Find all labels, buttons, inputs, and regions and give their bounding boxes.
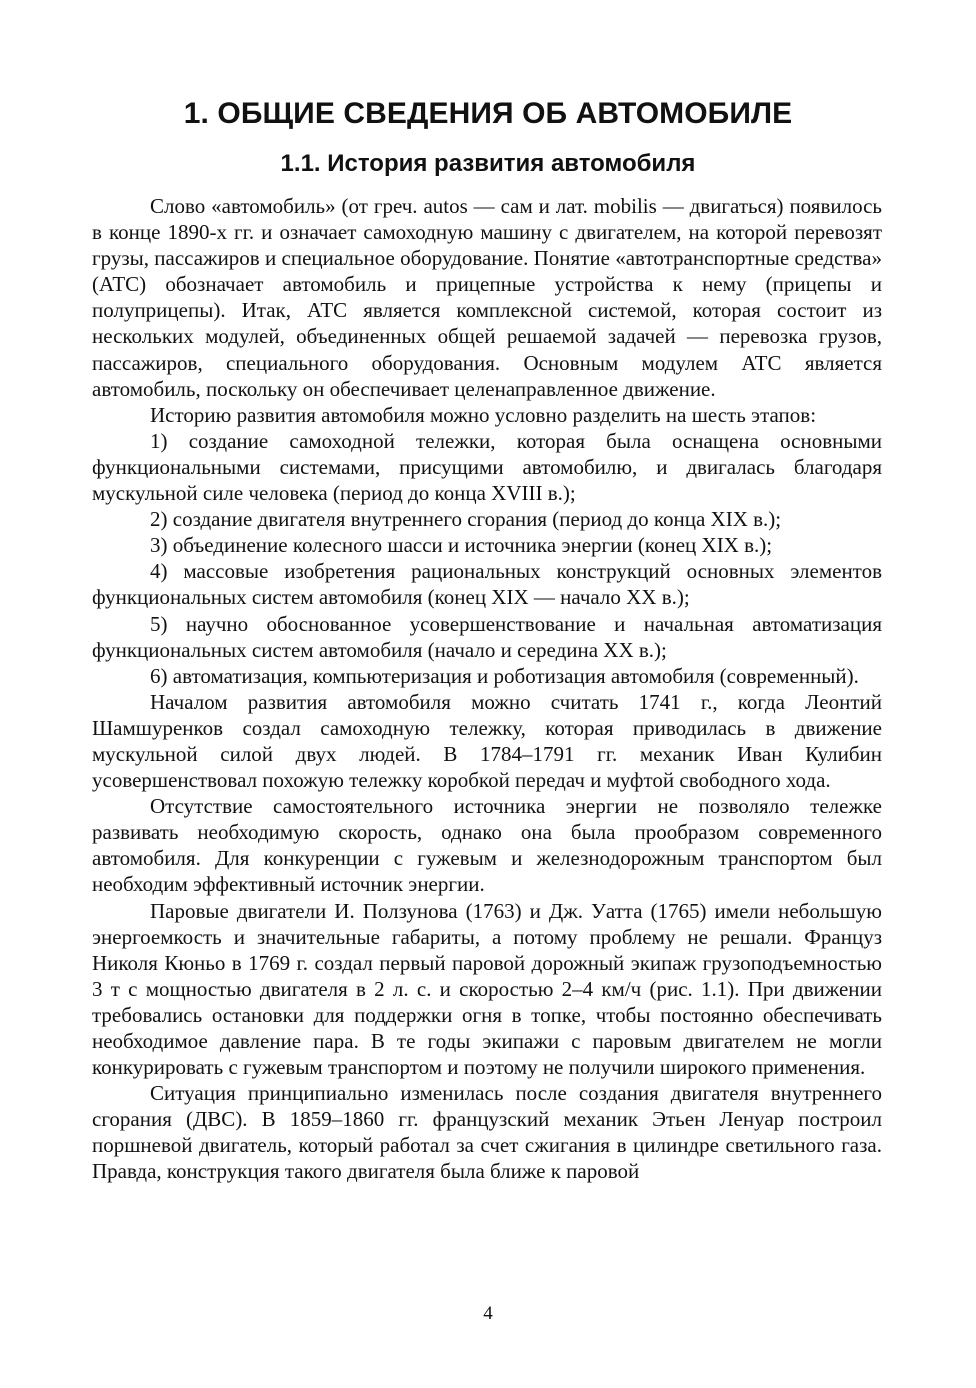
paragraph-ice: Ситуация принципиально изменилась после создания двигателя внутреннего сгорания (ДВС). В 1859–1860 гг. французский механик Этьен Ленуар построил поршневой двигатель, который работал за счет сжигания в цилиндре светильного газа. Правда, конструкция такого двигателя была ближе к паровой xyxy=(92,1081,882,1184)
list-item-stage-5: 5) научно обоснованное усовершенствование и начальная автоматизация функциональных систем автомобиля (начало и середина XX в.); xyxy=(92,611,882,662)
paragraph-energy-source: Отсутствие самостоятельного источника энергии не позволяло тележке развивать необходимую скорость, однако она была прообразом современного автомобиля. Для конкуренции с гужевым и железнодорожным транспортом был необходим эффективный источник энергии. xyxy=(92,794,882,897)
body-text xyxy=(92,193,882,1185)
list-item-stage-1: 1) создание самоходной тележки, которая была оснащена основными функциональными системами, присущими автомобилю, и двигалась благодаря мускульной силе человека (период до конца XVIII в.); xyxy=(92,428,882,506)
page-number: 4 xyxy=(483,1303,493,1324)
list-item-stage-3: 3) объединение колесного шасси и источника энергии (конец XIX в.); xyxy=(150,533,773,558)
chapter-title: 1. ОБЩИЕ СВЕДЕНИЯ ОБ АВТОМОБИЛЕ xyxy=(183,97,793,130)
paragraph-intro: Слово «автомобиль» (от греч. autos — сам и лат. mobilis — двигаться) появилось в конце 1890-х гг. и означает самоходную машину с двигателем, на которой перевозят грузы, пассажиров и специальное оборудование. Понятие «автотранспортные средства» (АТС) обозначает автомобиль и прицепные устройства к нему (прицепы и полуприцепы). Итак, АТС является комплексной системой, которая состоит из нескольких модулей, объединенных общей решаемой задачей — перевозка грузов, пассажиров, специального оборудования. Основным модулем АТС является автомобиль, поскольку он обеспечивает целенаправленное движение. xyxy=(92,194,882,401)
list-item-stage-4: 4) массовые изобретения рациональных конструкций основных элементов функциональных систем автомобиля (конец XIX — начало XX в.); xyxy=(92,559,882,610)
list-item-stage-2: 2) создание двигателя внутреннего сгорания (период до конца XIX в.); xyxy=(150,507,782,532)
paragraph-steam-engines: Паровые двигатели И. Ползунова (1763) и Дж. Уатта (1765) имели небольшую энергоемкость и значительные габариты, а потому проблему не решали. Француз Николя Кюньо в 1769 г. создал первый паровой дорожный экипаж грузоподъемностью 3 т с мощностью двигателя в 2 л. с. и скоростью 2–4 км/ч (рис. 1.1). При движении требовались остановки для поддержки огня в топке, чтобы постоянно обеспечивать необходимое давление пара. В те годы экипажи с паровым двигателем не могли конкурировать с гужевым транспортом и поэтому не получили широкого применения. xyxy=(92,898,882,1080)
list-item-stage-6: 6) автоматизация, компьютеризация и роботизация автомобиля (современный). xyxy=(150,663,859,688)
section-title: 1.1. История развития автомобиля xyxy=(280,150,696,177)
paragraph-shamshurenkov: Началом развития автомобиля можно считать 1741 г., когда Леонтий Шамшуренков создал самоходную тележку, которая приводилась в движение мускульной силой двух людей. В 1784–1791 гг. механик Иван Кулибин усовершенствовал похожую тележку коробкой передач и муфтой свободного хода. xyxy=(92,689,882,793)
paragraph-stages-lead: Историю развития автомобиля можно условно разделить на шесть этапов: xyxy=(150,402,817,427)
